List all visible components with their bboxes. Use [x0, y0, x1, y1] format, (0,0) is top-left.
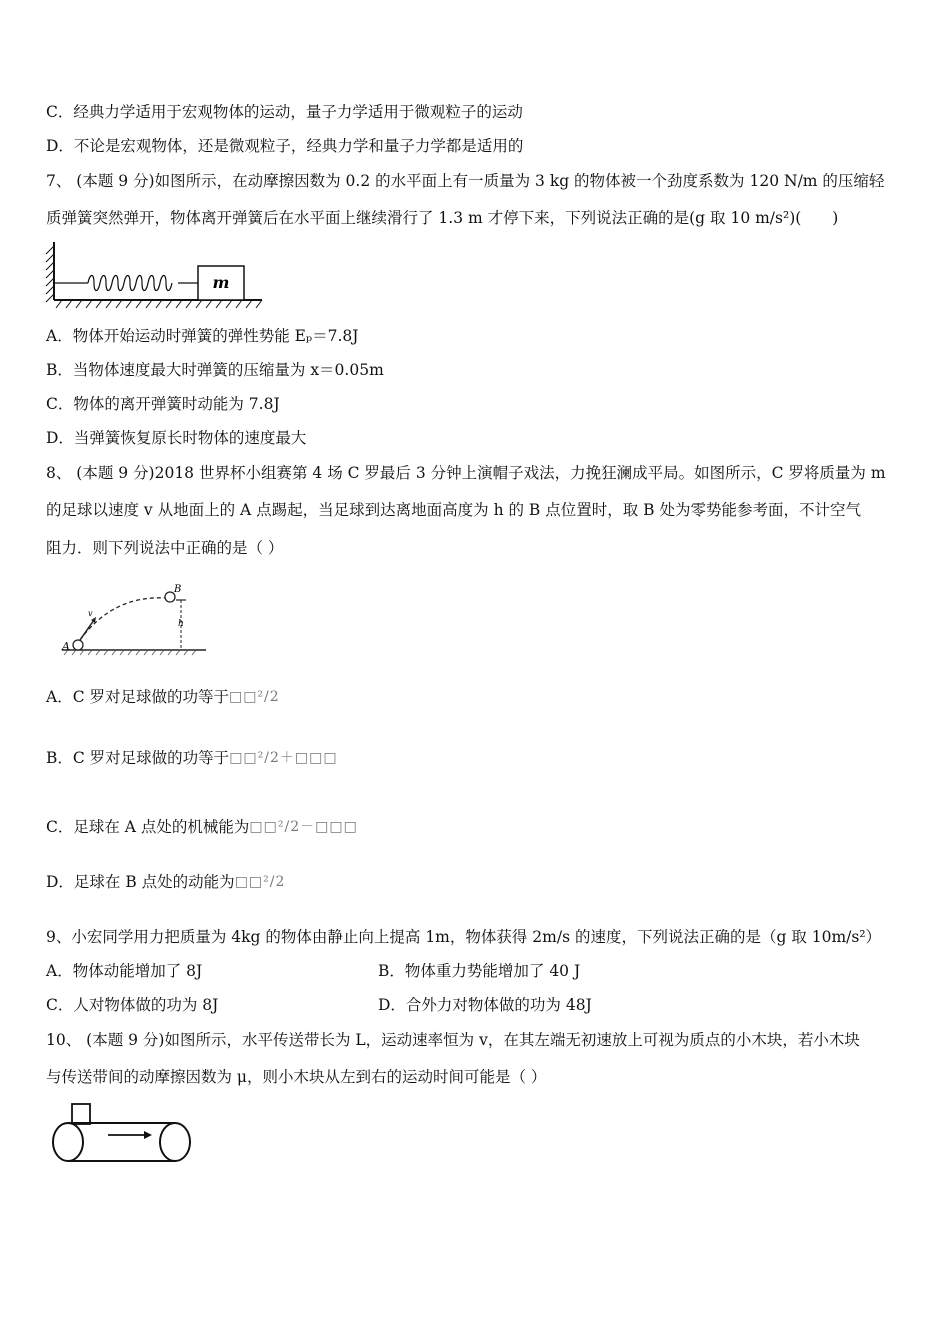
q7-option-c: C．物体的离开弹簧时动能为 7.8J — [46, 395, 280, 413]
velocity-label: v — [88, 609, 93, 618]
block-label: m — [212, 273, 230, 292]
point-a-label: A — [62, 640, 70, 653]
q8-stem-line2: 的足球以速度 v 从地面上的 A 点踢起，当足球到达离地面高度为 h 的 B 点位置时，取 B 处为零势能参考面，不计空气 — [46, 501, 861, 519]
q10-stem-line2: 与传送带间的动摩擦因数为 μ，则小木块从左到右的运动时间可能是（ ） — [46, 1068, 547, 1086]
q8-option-b — [46, 748, 338, 768]
ball-at-a — [73, 640, 83, 650]
left-roller — [53, 1123, 83, 1161]
conveyor-belt-figure — [50, 1100, 200, 1170]
q8-option-c-formula: □□²/2－□□□ — [249, 819, 358, 835]
velocity-arrow — [80, 620, 94, 640]
q8-option-c-text: C．足球在 A 点处的机械能为 — [46, 818, 250, 836]
q9-stem: 9、小宏同学用力把质量为 4kg 的物体由静止向上提高 1m，物体获得 2m/s 的速度，下列说法正确的是（g 取 10m/s²） — [46, 928, 882, 946]
q8-option-d-formula: □□²/2 — [234, 874, 286, 890]
q7-stem-line1: 7、 (本题 9 分)如图所示，在动摩擦因数为 0.2 的水平面上有一质量为 3 kg 的物体被一个劲度系数为 120 N/m 的压缩轻 — [46, 172, 885, 190]
ground-hatching — [56, 300, 262, 308]
spring — [54, 276, 198, 291]
q8-option-d — [46, 872, 285, 892]
q7-option-a: A．物体开始运动时弹簧的弹性势能 Eₚ＝7.8J — [46, 327, 359, 345]
q9-option-b: B．物体重力势能增加了 40 J — [378, 962, 581, 980]
football-trajectory-figure — [58, 580, 208, 660]
point-b-label: B — [174, 584, 182, 595]
q8-option-d-text: D．足球在 B 点处的动能为 — [46, 873, 235, 891]
q8-option-b-formula: □□²/2＋□□□ — [229, 750, 338, 766]
q8-option-a-formula: □□²/2 — [228, 689, 280, 705]
q7-stem-line2: 质弹簧突然弹开，物体离开弹簧后在水平面上继续滑行了 1.3 m 才停下来，下列说法正确的是(g 取 10 m/s²)( ) — [46, 209, 839, 227]
q7-option-b: B．当物体速度最大时弹簧的压缩量为 x＝0.05m — [46, 361, 384, 379]
wall-hatching — [46, 246, 54, 302]
small-block — [72, 1104, 90, 1124]
q6-option-c: C．经典力学适用于宏观物体的运动，量子力学适用于微观粒子的运动 — [46, 103, 523, 121]
q9-option-d: D．合外力对物体做的功为 48J — [378, 996, 592, 1014]
q8-stem-line1: 8、 (本题 9 分)2018 世界杯小组赛第 4 场 C 罗最后 3 分钟上演帽子戏法，力挽狂澜成平局。如图所示，C 罗将质量为 m — [46, 464, 886, 482]
q6-option-d: D．不论是宏观物体，还是微观粒子，经典力学和量子力学都是适用的 — [46, 137, 524, 155]
q9-option-a: A．物体动能增加了 8J — [46, 962, 203, 980]
right-roller — [160, 1123, 190, 1161]
q9-option-c: C．人对物体做的功为 8J — [46, 996, 219, 1014]
q8-option-a-text: A．C 罗对足球做的功等于 — [46, 688, 229, 706]
q7-option-d: D．当弹簧恢复原长时物体的速度最大 — [46, 429, 307, 447]
q10-stem-line1: 10、 (本题 9 分)如图所示，水平传送带长为 L，运动速率恒为 v，在其左端无初速放上可视为质点的小木块，若小木块 — [46, 1031, 860, 1049]
spring-block-figure — [40, 240, 270, 315]
height-label: h — [178, 619, 184, 629]
direction-arrowhead — [144, 1131, 152, 1139]
q8-stem-line3: 阻力．则下列说法中正确的是（ ） — [46, 539, 284, 557]
q8-option-b-text: B．C 罗对足球做的功等于 — [46, 749, 230, 767]
q8-option-a — [46, 687, 280, 707]
q8-option-c — [46, 817, 358, 837]
